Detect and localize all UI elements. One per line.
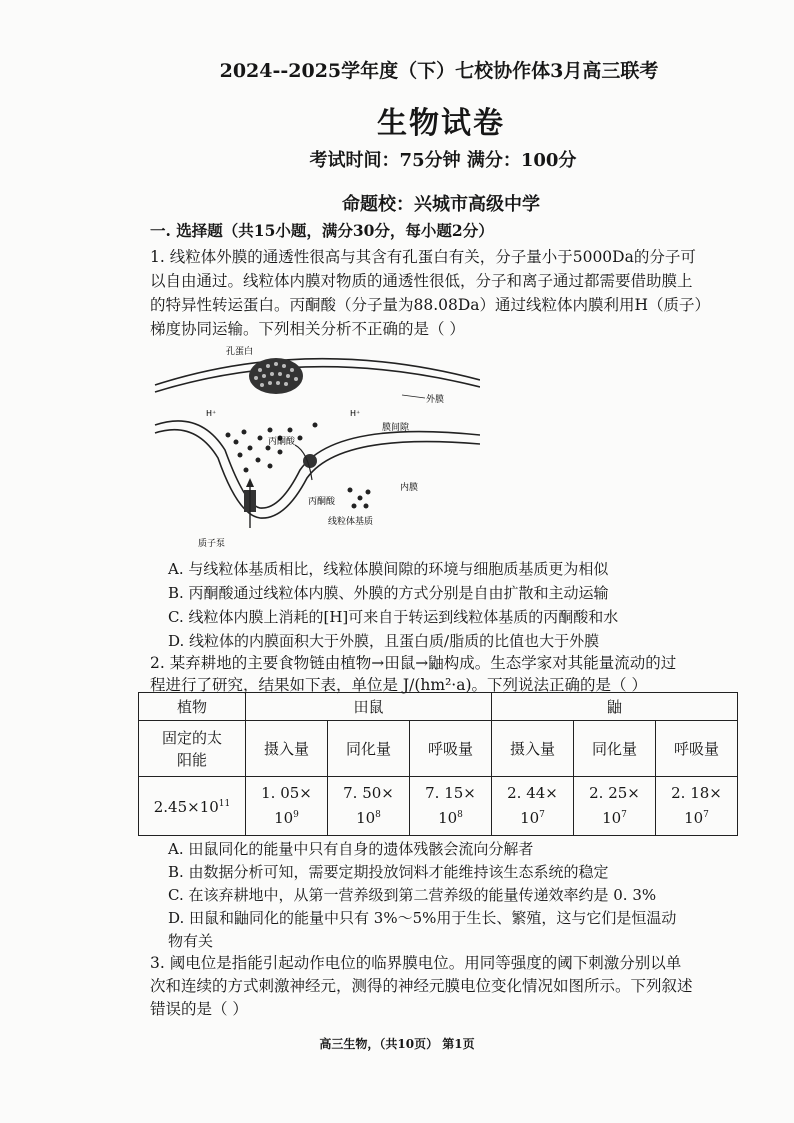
section-heading: 一. 选择题（共15小题，满分30分，每小题2分） [150,221,494,240]
subheader-weasel-respiration: 呼吸量 [656,721,738,776]
q2-option-d-cont: 物有关 [168,932,214,950]
matrix-dots [348,488,371,509]
label-outer-membrane: 外膜 [426,395,445,405]
value-plant-exp: 11 [218,799,231,810]
label-pyruvate-top: 丙酮酸 [268,437,296,447]
outer-membrane-line-2 [155,367,480,392]
outer-membrane-line-1 [155,359,480,385]
value-exp: 9 [293,810,299,821]
q2-line-1: 2. 某弃耕地的主要食物链由植物→田鼠→鼬构成。生态学家对其能量流动的过 [150,654,677,672]
table-header-row [139,693,738,721]
value-base: 10 [684,809,704,828]
subheader-vole-respiration: 呼吸量 [410,721,492,776]
table-values-row [139,776,738,835]
mitochondria-diagram [150,340,480,555]
value-base: 10 [274,809,294,828]
value-weasel-assimilation [574,776,656,835]
subheader-weasel-assimilation: 同化量 [574,721,656,776]
table-subheader-row [139,721,738,776]
header-weasel: 鼬 [492,693,738,721]
value-base: 10 [520,809,540,828]
exam-time-score: 考试时间：75分钟 满分：100分 [309,150,577,171]
value-plant-base: 2.45×10 [153,798,219,817]
q2-option-a[interactable]: A. 田鼠同化的能量中只有自身的遗体残骸会流向分解者 [168,840,534,858]
label-matrix: 线粒体基质 [328,517,374,527]
label-intermembrane-space: 膜间隙 [382,423,410,433]
header-plant: 植物 [139,693,246,721]
subheader-fixed-line-2: 阳能 [176,750,207,769]
value-base: 10 [356,809,376,828]
label-proton-pump: 质子泵 [198,539,226,549]
q1-option-b[interactable]: B. 丙酮酸通过线粒体内膜、外膜的方式分别是自由扩散和主动运输 [168,584,609,602]
value-weasel-intake [492,776,574,835]
proton-pump-arrowhead [246,478,254,487]
q3-line-2: 次和连续的方式刺激神经元，测得的神经元膜电位变化情况如图所示。下列叙述 [150,977,693,995]
value-vole-assimilation [328,776,410,835]
q1-line-3: 的特异性转运蛋白。丙酮酸（分子量为88.08Da）通过线粒体内膜利用H（质子） [150,296,711,314]
value-mantissa: 1. 05× [261,784,312,803]
porin-protein [249,358,303,394]
label-porin: 孔蛋白 [226,347,254,357]
outer-membrane-pointer [402,395,425,398]
page-footer: 高三生物，（共10页） 第1页 [319,1037,475,1051]
value-exp: 8 [457,810,463,821]
subject-title: 生物试卷 [377,106,505,141]
q2-option-b[interactable]: B. 由数据分析可知，需要定期投放饲料才能维持该生态系统的稳定 [168,863,609,881]
value-weasel-respiration [656,776,738,835]
exam-title: 2024--2025学年度（下）七校协作体3月高三联考 [219,60,659,82]
value-mantissa: 7. 15× [425,784,476,803]
q2-option-d[interactable]: D. 田鼠和鼬同化的能量中只有 3%～5%用于生长、繁殖，这与它们是恒温动 [168,909,677,927]
label-h-right: H⁺ [350,409,361,418]
subheader-vole-intake: 摄入量 [246,721,328,776]
value-mantissa: 2. 44× [507,784,558,803]
q1-line-2: 以自由通过。线粒体内膜对物质的通透性很低，分子和离子通过都需要借助膜上 [150,272,693,290]
value-exp: 7 [539,810,545,821]
q1-option-c[interactable]: C. 线粒体内膜上消耗的[H]可来自于转运到线粒体基质的丙酮酸和水 [168,608,619,626]
subheader-fixed-solar [139,721,246,776]
inner-membrane-line-1 [155,421,480,508]
value-mantissa: 2. 18× [671,784,722,803]
label-h-left: H⁺ [206,409,217,418]
energy-flow-table [138,692,738,836]
value-mantissa: 2. 25× [589,784,640,803]
q2-line-2: 程进行了研究，结果如下表，单位是 J/(hm²·a)。下列说法正确的是（ ） [150,676,647,694]
label-pyruvate-bottom: 丙酮酸 [308,497,336,507]
q1-option-a[interactable]: A. 与线粒体基质相比，线粒体膜间隙的环境与细胞质基质更为相似 [168,560,609,578]
subheader-fixed-line-1: 固定的太 [161,728,222,747]
q2-option-c[interactable]: C. 在该弃耕地中，从第一营养级到第二营养级的能量传递效率约是 0. 3% [168,886,657,904]
value-base: 10 [602,809,622,828]
subheader-weasel-intake: 摄入量 [492,721,574,776]
q3-line-1: 3. 阈电位是指能引起动作电位的临界膜电位。用同等强度的阈下刺激分别以单 [150,954,682,972]
value-exp: 7 [621,810,627,821]
exam-school: 命题校：兴城市高级中学 [342,194,540,215]
value-exp: 8 [375,810,381,821]
q1-option-d[interactable]: D. 线粒体的内膜面积大于外膜，且蛋白质/脂质的比值也大于外膜 [168,632,600,650]
subheader-vole-assimilation: 同化量 [328,721,410,776]
value-mantissa: 7. 50× [343,784,394,803]
label-inner-membrane: 内膜 [400,483,419,493]
header-vole: 田鼠 [246,693,492,721]
value-vole-respiration [410,776,492,835]
value-plant-fixed [139,776,246,835]
q1-line-1: 1. 线粒体外膜的通透性很高与其含有孔蛋白有关，分子量小于5000Da的分子可 [150,248,696,266]
value-exp: 7 [703,810,709,821]
value-base: 10 [438,809,458,828]
value-vole-intake [246,776,328,835]
q3-line-3: 错误的是（ ） [150,1000,248,1018]
q1-line-4: 梯度协同运输。下列相关分析不正确的是（ ） [150,320,465,338]
